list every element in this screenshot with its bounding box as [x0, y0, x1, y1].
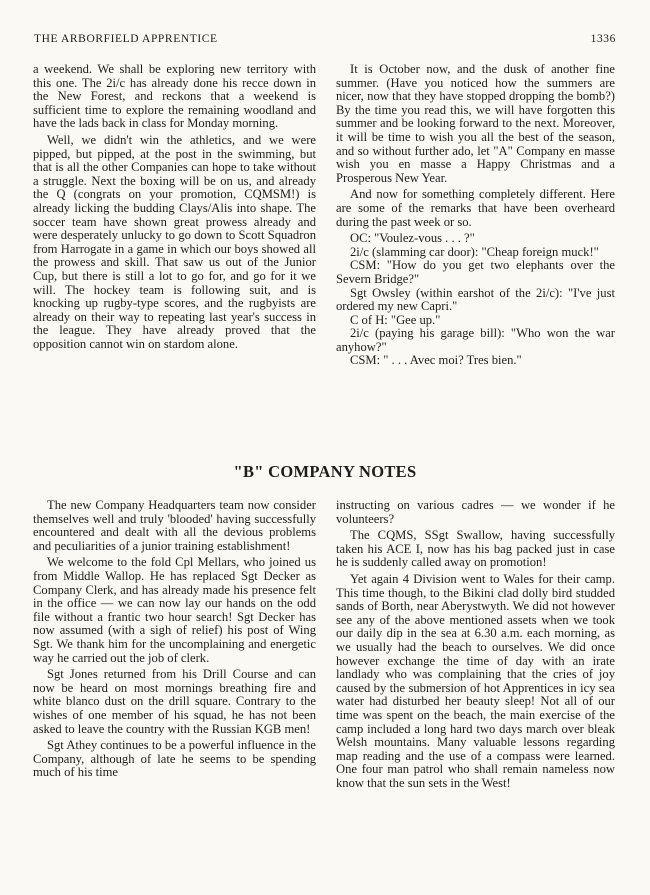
quote-line: Sgt Owsley (within earshot of the 2i/c): "I've just ordered my new Capri."	[336, 285, 615, 314]
b-company-notes-right-column	[336, 499, 615, 793]
body-paragraph: Sgt Jones returned from his Drill Course and can now be heard on most mornings breathing fire and white blanco dust on the drill square. Contrary to the wishes of one member of his squad, he has not been asked to leave the country with the Russian KGB men!	[33, 667, 316, 736]
page-header	[34, 33, 616, 45]
quote-line: CSM: " . . . Avec moi? Tres bien."	[350, 353, 522, 368]
body-paragraph: Sgt Athey continues to be a powerful influence in the Company, although of late he seems to be spending much of his time	[33, 738, 316, 780]
page-number: 1336	[590, 33, 616, 45]
quote-line: OC: "Voulez-vous . . . ?"	[350, 231, 475, 246]
body-paragraph: The new Company Headquarters team now consider themselves well and truly 'blooded' having successfully encountered and dealt with all the devious problems and peculiarities of a junior training establishment!	[33, 498, 316, 553]
body-paragraph: And now for something completely different. Here are some of the remarks that have been overheard during the past week or so.	[336, 187, 615, 229]
quote-line: 2i/c (paying his garage bill): "Who won the war anyhow?"	[336, 326, 615, 354]
body-paragraph: Well, we didn't win the athletics, and we were pipped, but pipped, at the post in the swimming, but that is all the other Companies can hope to take without a struggle. Next the boxing will be on us, and already the Q (congrats on your promotion, CQMSM!) is already licking the budding Clays/Alis into shape. The soccer team have shown great prowess already and were desperately unlucky to go down to Scott Squadron from Harrogate in a game in which our boys showed all the prowess and skill. That saw us out of the Junior Cup, but there is still a lot to go for, and go for it we will. The hockey team is following suit, and is knocking up rugby-type scores, and the rugbyists are already on their way to repeating last year's success in the league. They have already proved that the opposition cannot win on stardom alone.	[33, 132, 316, 351]
body-paragraph: a weekend. We shall be exploring new territory with this one. The 2i/c has already done his recce down in the New Forest, and reckons that a weekend is sufficient time to explore the remaining woodland and have the lads back in class for Monday morning.	[33, 62, 316, 131]
quote-line: 2i/c (slamming car door): "Cheap foreign muck!"	[350, 244, 599, 259]
quote-line: C of H: "Gee up."	[350, 312, 441, 327]
body-paragraph: Yet again 4 Division went to Wales for their camp. This time though, to the Bikini clad dolly bird studded sands of Borth, near Aberystwyth. We did not however see any of the above mentioned assets when we took our daily dip in the sea at 6.30 a.m. each morning, as we usually had the beach to ourselves. We did once however exchange the time of day with an irate landlady who was complaining that the cries of joy caused by the submersion of hot Apprentices in icy sea water had disturbed her beauty sleep! Not all of our time was spent on the beach, the main exercise of the camp included a long hard two days march over bleak Welsh mountains. Many valuable lessons regarding map reading and the use of a compass were learned. One four man patrol who shall remain nameless now know that the sun sets in the West!	[336, 571, 615, 790]
a-company-notes-right-column	[336, 63, 615, 368]
body-paragraph: It is October now, and the dusk of another fine summer. (Have you noticed how the summers are nicer, now that they have stopped dropping the bomb?) By the time you read this, we will have forgotten this summer and be looking forward to the next. Moreover, it will be time to wish you all the best of the season, and so without further ado, let "A" Company en masse wish you en masse a Happy Christmas and a Prosperous New Year.	[336, 62, 615, 185]
body-paragraph: The CQMS, SSgt Swallow, having successfully taken his ACE I, now has his bag packed just in case he is suddenly called away on promotion!	[336, 528, 615, 570]
body-paragraph: instructing on various cadres — we wonder if he volunteers?	[336, 498, 615, 526]
quote-line: CSM: "How do you get two elephants over the Severn Bridge?"	[336, 258, 615, 286]
body-paragraph: We welcome to the fold Cpl Mellars, who joined us from Middle Wallop. He has replaced Sgt Decker as Company Clerk, and has already made his presence felt in the office — we can now lay our hands on the odd file without a frantic two hour search! Sgt Decker has now assumed (with a sigh of relief) his post of Wing Sgt. We thank him for the uncomplaining and energetic way he carried out the job of clerk.	[33, 555, 316, 665]
a-company-notes-left-column	[33, 63, 316, 354]
b-company-notes-left-column	[33, 499, 316, 783]
publication-title: THE ARBORFIELD APPRENTICE	[34, 33, 218, 45]
section-heading: "B" COMPANY NOTES	[233, 462, 417, 481]
